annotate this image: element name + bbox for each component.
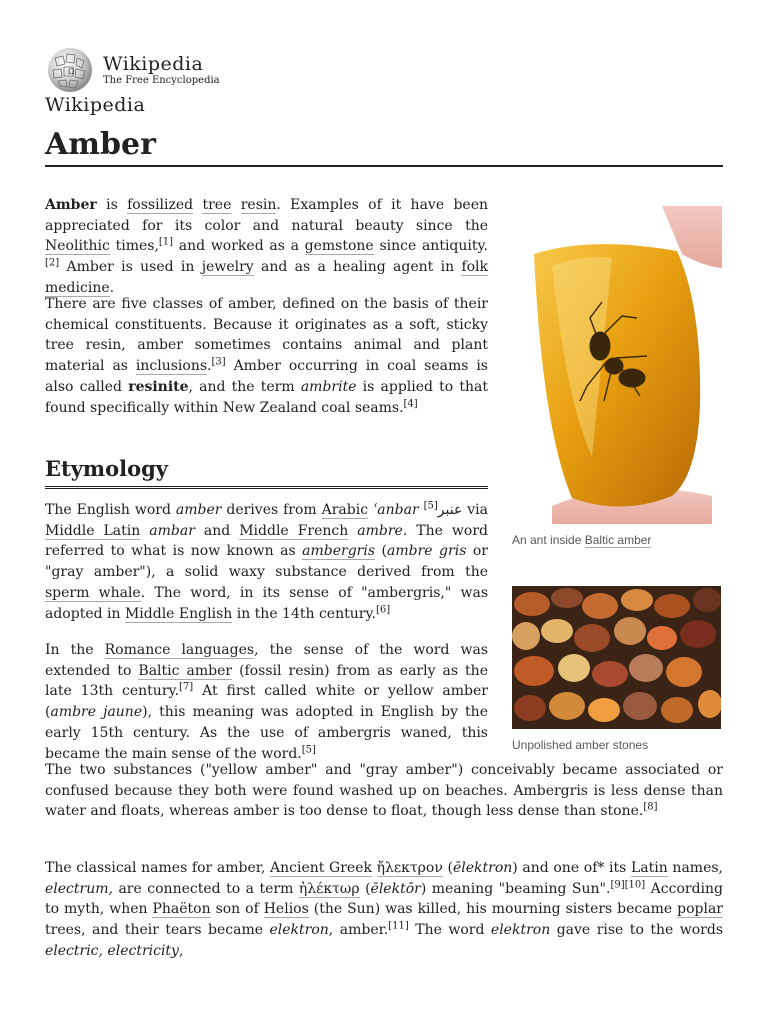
link-resin[interactable]: resin [240, 197, 277, 213]
ref-4[interactable]: [4] [403, 397, 418, 409]
etymology-paragraph-3: The two substances ("yellow amber" and "gray amber") conceivably became associated or confused because they both were found washed up on beaches. Ambergris is less dense than water and floats, whereas amber is too dense to float, though less dense than stone.[8] [45, 762, 723, 820]
figure-caption-stones: Unpolished amber stones [512, 738, 649, 752]
wordmark-tagline: The Free Encyclopedia [103, 74, 220, 86]
ref-1[interactable]: [1] [158, 236, 174, 248]
wordmark [103, 54, 220, 87]
site-brand[interactable]: Wikipedia [45, 94, 146, 116]
page-title: Amber [45, 124, 723, 167]
link-latin[interactable]: Latin [631, 860, 668, 876]
etymology-paragraph-2: In the Romance languages, the sense of the word was extended to Baltic amber (fossil resin) from as early as the late 13th century.[7] At first called white or yellow amber (ambre jaune), this meaning was adopted in English by the early 15th century. As the use of ambergris waned, this became the main sense of the word.[5] [45, 642, 488, 762]
wikipedia-globe-icon [45, 46, 95, 94]
wordmark-title: Wikipedia [103, 52, 204, 75]
intro-paragraph-2: There are five classes of amber, defined on the basis of their chemical constituents. Because it originates as a soft, sticky tree resin, amber sometimes contains animal and plant material as inclusions.[3] Amber occurring in coal seams is also called resinite, and the term ambrite is applied to that found specifically within New Zealand coal seams.[4] [45, 296, 488, 416]
figure-caption-ant: An ant inside Baltic amber [512, 533, 652, 547]
caption-link-baltic-amber[interactable]: Baltic amber [584, 533, 652, 547]
link-poplar[interactable]: poplar [677, 901, 723, 918]
ref-11[interactable]: [11] [388, 920, 409, 932]
link-greek-elektron[interactable]: ἤλεκτρον [376, 860, 443, 876]
link-romance-languages[interactable]: Romance languages [104, 642, 255, 658]
amber-stones-image[interactable] [512, 586, 721, 729]
link-inclusions[interactable]: inclusions [135, 358, 208, 375]
ref-6[interactable]: [6] [375, 603, 391, 615]
link-middle-french[interactable]: Middle French [239, 522, 349, 539]
link-jewelry[interactable]: jewelry [201, 259, 254, 276]
ref-3[interactable]: [3] [211, 356, 226, 368]
header [45, 46, 723, 167]
ref-5[interactable]: [5] [423, 500, 438, 512]
link-baltic-amber[interactable]: Baltic amber [138, 662, 233, 679]
link-middle-latin[interactable]: Middle Latin [45, 522, 141, 539]
link-arabic[interactable]: Arabic [321, 502, 369, 518]
link-folk-medicine[interactable]: folk medicine [45, 259, 489, 296]
figure-ant-in-amber [512, 206, 722, 547]
logo-link[interactable] [45, 46, 723, 94]
link-ambergris[interactable]: ambergris [302, 543, 376, 560]
ref-5b[interactable]: [5] [301, 743, 316, 755]
figure-amber-stones [512, 586, 722, 752]
ref-8[interactable]: [8] [643, 801, 658, 813]
link-sperm-whale[interactable]: sperm whale [45, 584, 141, 601]
link-helios[interactable]: Helios [263, 901, 309, 918]
link-phaeton[interactable]: Phaëton [152, 901, 211, 918]
bold-term: Amber [45, 197, 97, 213]
ref-9-10[interactable]: [9][10] [610, 879, 646, 891]
link-gemstone[interactable]: gemstone [304, 238, 374, 255]
svg-text:Ω: Ω [68, 67, 75, 76]
ant-in-amber-image[interactable] [512, 206, 722, 524]
intro-paragraph-1: Amber is fossilized tree resin. Examples of it have been appreciated for its color and natural beauty since the Neolithic times,[1] and worked as a gemstone since antiquity.[2] Amber is used in jewelry and as a healing agent in folk medicine. [45, 197, 489, 296]
link-ancient-greek[interactable]: Ancient Greek [270, 860, 372, 876]
ref-7[interactable]: [7] [179, 681, 194, 693]
etymology-paragraph-1: The English word amber derives from Arabic ʿanbar عنبر[5] via Middle Latin ambar and Middle French ambre. The word referred to what is now known as ambergris (ambre gris or "gray amber"), a solid waxy substance derived from the sperm whale. The word, in its sense of "ambergris," was adopted in Middle English in the 14th century.[6] [45, 500, 488, 622]
bold-term: resinite [128, 378, 189, 395]
etymology-paragraph-4: The classical names for amber, Ancient Greek ἤλεκτρον (ēlektron) and one of* its Latin names, electrum, are connected to a term ἠλέκτωρ (ēlektōr) meaning "beaming Sun".[9][10] According to myth, when Phaëton son of Helios (the Sun) was killed, his mourning sisters became poplar trees, and their tears became elektron, amber.[11] The word elektron gave rise to the words electric, electricity, [45, 860, 724, 959]
ref-2[interactable]: [2] [45, 257, 60, 269]
link-tree[interactable]: tree [202, 197, 232, 213]
link-greek-elektor[interactable]: ἠλέκτωρ [298, 880, 360, 897]
link-fossilized[interactable]: fossilized [127, 197, 194, 213]
section-heading-etymology: Etymology [45, 454, 488, 489]
link-neolithic[interactable]: Neolithic [45, 238, 110, 255]
link-middle-english[interactable]: Middle English [124, 605, 233, 622]
